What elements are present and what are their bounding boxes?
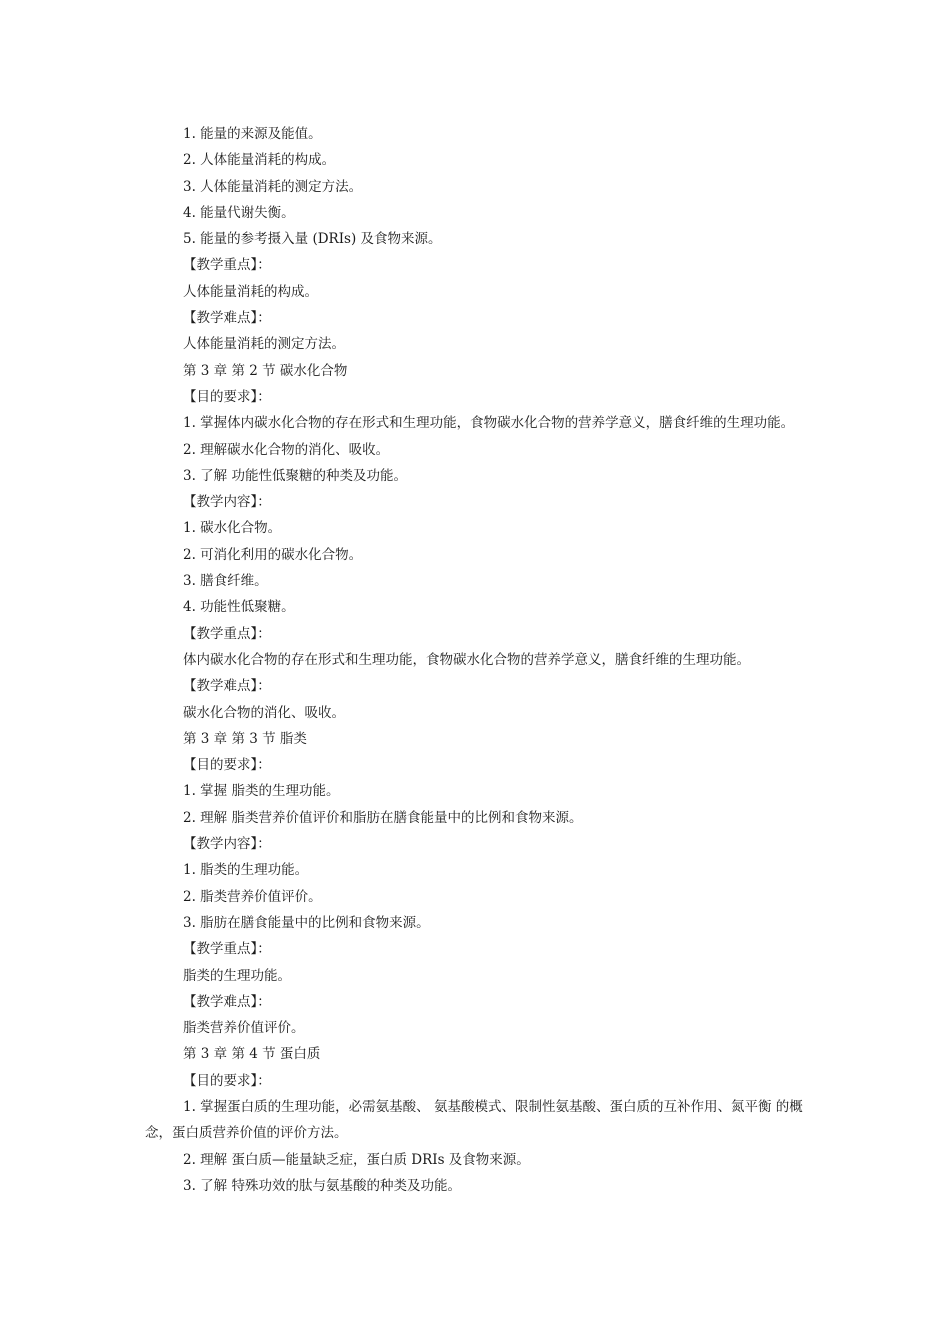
list-item: 2. 理解 脂类营养价值评价和脂肪在膳食能量中的比例和食物来源。 xyxy=(183,809,583,826)
document-body xyxy=(145,121,813,1199)
paragraph: 碳水化合物的消化、吸收。 xyxy=(183,704,345,721)
list-item: 4. 能量代谢失衡。 xyxy=(183,204,295,221)
paragraph: 体内碳水化合物的存在形式和生理功能，食物碳水化合物的营养学意义，膳食纤维的生理功能。 xyxy=(183,651,750,668)
list-item: 1. 掌握体内碳水化合物的存在形式和生理功能，食物碳水化合物的营养学意义，膳食纤维的生理功能。 xyxy=(183,415,795,432)
list-item: 1. 碳水化合物。 xyxy=(183,520,282,537)
section-label: 【教学重点】： xyxy=(183,625,271,642)
list-item: 2. 可消化利用的碳水化合物。 xyxy=(183,546,363,563)
list-item: 1. 脂类的生理功能。 xyxy=(183,862,309,879)
section-label: 【教学难点】： xyxy=(183,310,271,327)
list-item: 2. 理解碳水化合物的消化、吸收。 xyxy=(183,441,390,458)
list-item: 1. 掌握蛋白质的生理功能，必需氨基酸、 氨基酸模式、限制性氨基酸、蛋白质的互补作用、氮平衡 的概念，蛋白质营养价值的评价方法。 xyxy=(145,1098,803,1142)
list-item: 5. 能量的参考摄入量 (DRIs) 及食物来源。 xyxy=(183,231,442,248)
paragraph: 人体能量消耗的测定方法。 xyxy=(183,336,345,353)
list-item: 2. 理解 蛋白质—能量缺乏症，蛋白质 DRIs 及食物来源。 xyxy=(183,1151,530,1168)
paragraph: 人体能量消耗的构成。 xyxy=(183,283,318,300)
list-item: 1. 能量的来源及能值。 xyxy=(183,126,322,142)
section-label: 【教学重点】： xyxy=(183,257,271,274)
list-item: 2. 人体能量消耗的构成。 xyxy=(183,152,336,169)
section-heading: 第 3 章 第 3 节 脂类 xyxy=(183,730,307,747)
section-label: 【教学难点】： xyxy=(183,993,271,1010)
paragraph: 脂类的生理功能。 xyxy=(183,967,291,984)
list-item: 3. 了解 特殊功效的肽与氨基酸的种类及功能。 xyxy=(183,1177,461,1194)
section-label: 【教学内容】： xyxy=(183,494,271,511)
list-item: 3. 脂肪在膳食能量中的比例和食物来源。 xyxy=(183,914,430,931)
list-item: 3. 人体能量消耗的测定方法。 xyxy=(183,178,363,195)
section-label: 【教学内容】： xyxy=(183,836,271,853)
list-item: 3. 膳食纤维。 xyxy=(183,573,268,590)
list-item: 4. 功能性低聚糖。 xyxy=(183,599,295,616)
section-heading: 第 3 章 第 4 节 蛋白质 xyxy=(183,1046,321,1063)
section-label: 【目的要求】： xyxy=(183,757,271,774)
section-label: 【教学重点】： xyxy=(183,941,271,958)
list-item: 1. 掌握 脂类的生理功能。 xyxy=(183,783,340,800)
list-item: 3. 了解 功能性低聚糖的种类及功能。 xyxy=(183,467,407,484)
section-label: 【目的要求】： xyxy=(183,1072,271,1089)
list-item: 2. 脂类营养价值评价。 xyxy=(183,888,322,905)
section-label: 【目的要求】： xyxy=(183,388,271,405)
section-heading: 第 3 章 第 2 节 碳水化合物 xyxy=(183,362,348,379)
section-label: 【教学难点】： xyxy=(183,678,271,695)
paragraph: 脂类营养价值评价。 xyxy=(183,1020,305,1037)
